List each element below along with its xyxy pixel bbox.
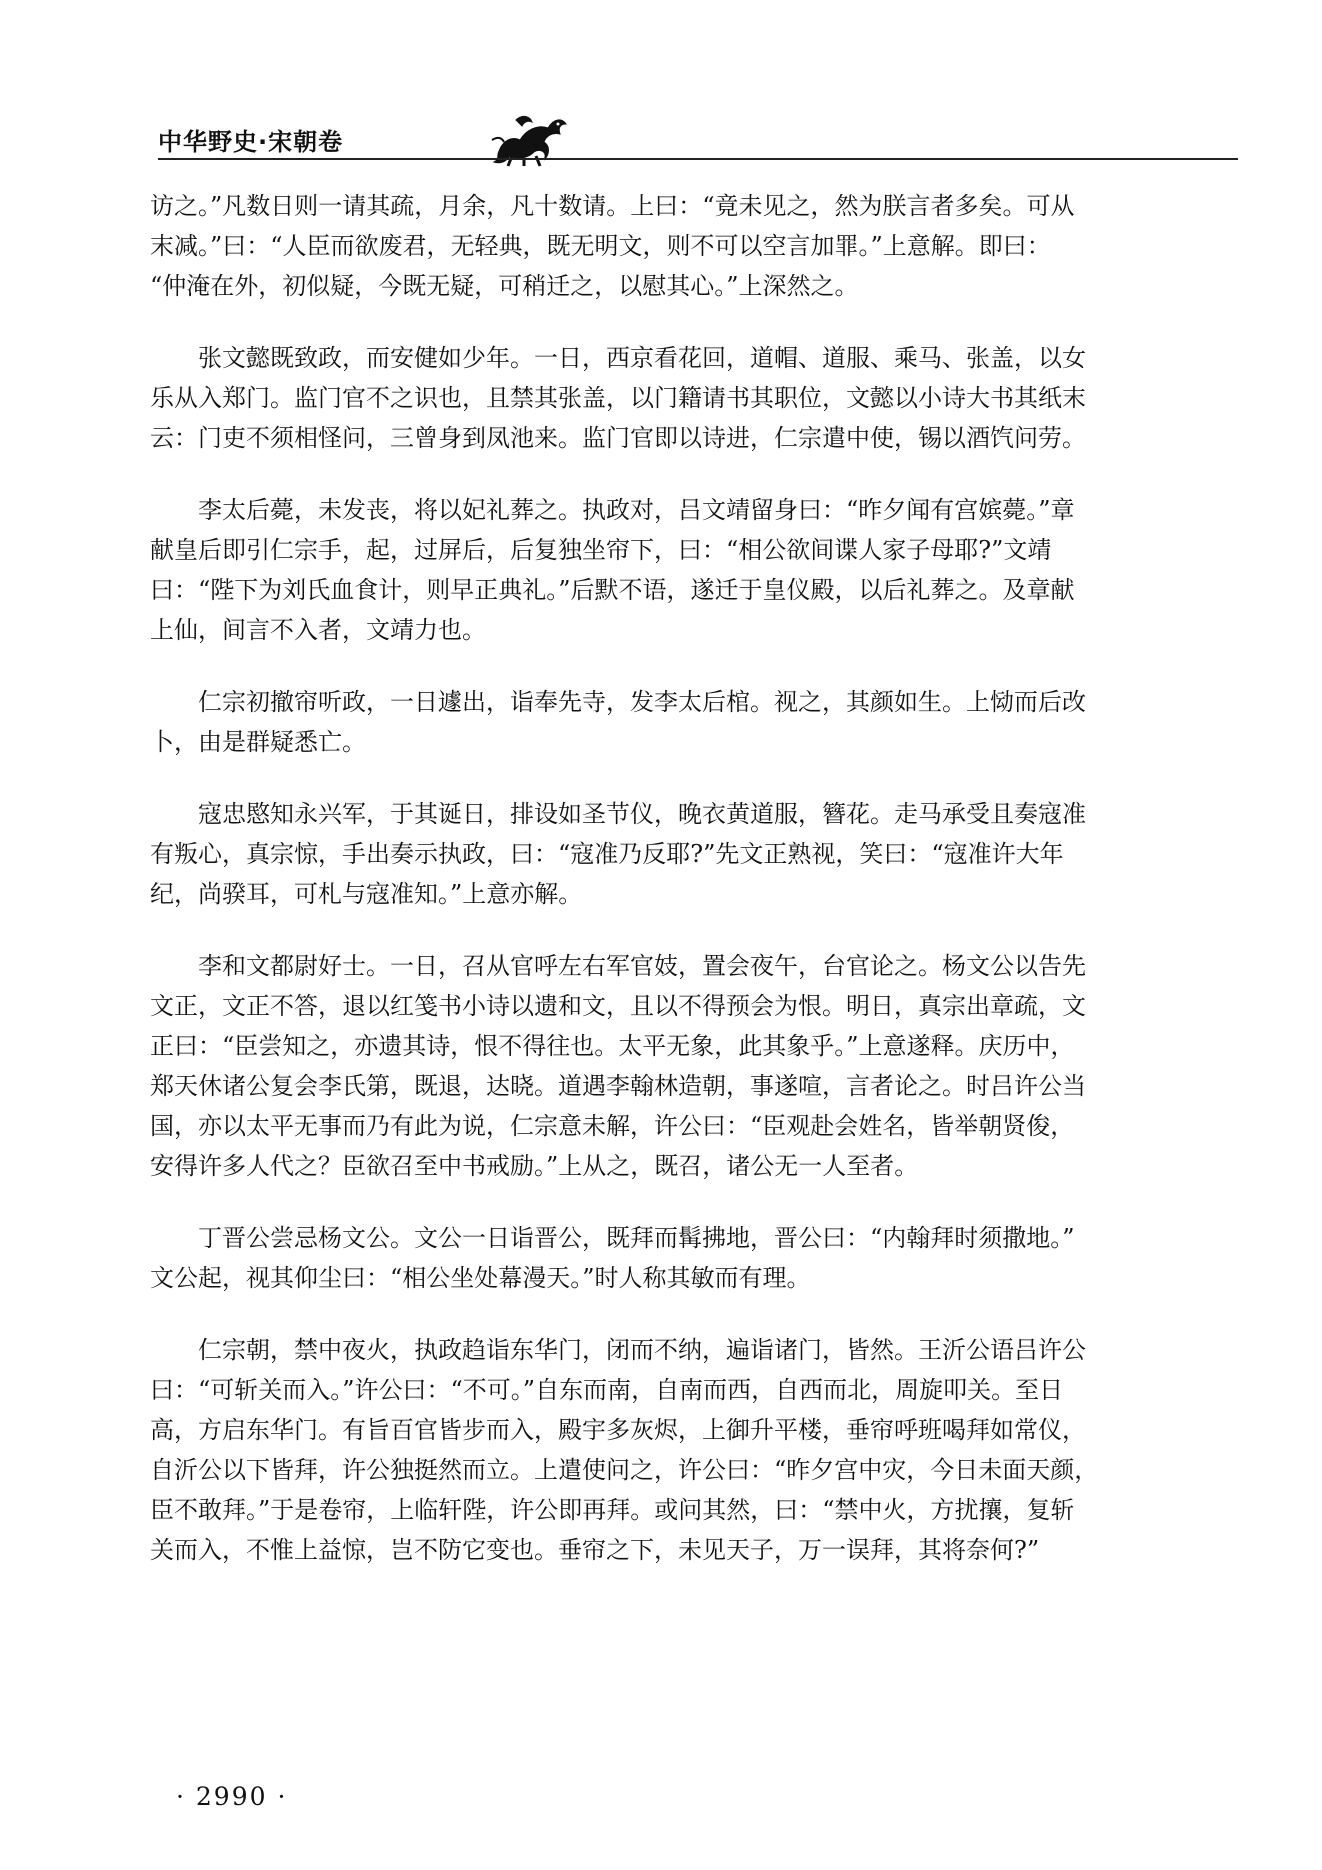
text-line: 高，方启东华门。有旨百官皆步而入，殿宇多灰烬，上御升平楼，垂帘呼班喝拜如常仪， bbox=[150, 1416, 1086, 1444]
paragraph-2 bbox=[150, 338, 1238, 458]
text-line: 李和文都尉好士。一日，召从官呼左右军官妓，置会夜午，台官论之。杨文公以告先 bbox=[150, 952, 1086, 980]
text-line: 献皇后即引仁宗手，起，过屏后，后复独坐帘下，曰：“相公欲间谍人家子母耶?”文靖 bbox=[150, 536, 1052, 564]
text-line: 正曰：“臣尝知之，亦遗其诗，恨不得往也。太平无象，此其象乎。”上意遂释。庆历中， bbox=[150, 1032, 1075, 1060]
text-line: “仲淹在外，初似疑，今既无疑，可稍迁之，以慰其心。”上深然之。 bbox=[150, 272, 859, 300]
text-line: 乐从入郑门。监门官不之识也，且禁其张盖，以门籍请书其职位，文懿以小诗大书其纸末 bbox=[150, 384, 1086, 412]
text-line: 卜，由是群疑悉亡。 bbox=[150, 728, 366, 756]
text-line: 寇忠愍知永兴军，于其诞日，排设如圣节仪，晚衣黄道服，簪花。走马承受且奏寇准 bbox=[150, 800, 1086, 828]
text-line: 李太后薨，未发丧，将以妃礼葬之。执政对，吕文靖留身曰：“昨夕闻有宫嫔薨。”章 bbox=[150, 496, 1075, 524]
paragraph-4 bbox=[150, 682, 1238, 762]
text-line: 仁宗初撤帘听政，一日遽出，诣奉先寺，发李太后棺。视之，其颜如生。上恸而后改 bbox=[150, 688, 1086, 716]
text-line: 文正，文正不答，退以红笺书小诗以遗和文，且以不得预会为恨。明日，真宗出章疏，文 bbox=[150, 992, 1086, 1020]
text-line: 张文懿既致政，而安健如少年。一日，西京看花回，道帽、道服、乘马、张盖，以女 bbox=[150, 344, 1086, 372]
text-line: 仁宗朝，禁中夜火，执政趋诣东华门，闭而不纳，遍诣诸门，皆然。王沂公语吕许公 bbox=[150, 1336, 1086, 1364]
text-line: 曰：“陛下为刘氏血食计，则早正典礼。”后默不语，遂迁于皇仪殿，以后礼葬之。及章献 bbox=[150, 576, 1075, 604]
text-line: 云：门吏不须相怪问，三曾身到凤池来。监门官即以诗进，仁宗遣中使，锡以酒饩问劳。 bbox=[150, 424, 1086, 452]
text-line: 郑天休诸公复会李氏第，既退，达晓。道遇李翰林造朝，事遂喧，言者论之。时吕许公当 bbox=[150, 1072, 1086, 1100]
text-line: 访之。”凡数日则一请其疏，月余，凡十数请。上曰：“竟未见之，然为朕言者多矣。可从 bbox=[150, 192, 1075, 220]
book-title: 中华野史·宋朝卷 bbox=[158, 128, 344, 156]
text-line: 安得许多人代之？臣欲召至中书戒励。”上从之，既召，诸公无一人至者。 bbox=[150, 1152, 919, 1180]
text-line: 曰：“可斩关而入。”许公曰：“不可。”自东而南，自南而西，自西而北，周旋叩关。至日 bbox=[150, 1376, 1064, 1404]
text-line: 有叛心，真宗惊，手出奏示执政，曰：“寇准乃反耶?”先文正熟视，笑曰：“寇准许大年 bbox=[150, 840, 1064, 868]
text-line: 上仙，间言不入者，文靖力也。 bbox=[150, 616, 486, 644]
text-line: 臣不敢拜。”于是卷帘，上临轩陛，许公即再拜。或问其然，曰：“禁中火，方扰攘，复斩 bbox=[150, 1496, 1075, 1524]
paragraph-8 bbox=[150, 1330, 1238, 1570]
text-line: 国，亦以太平无事而乃有此为说，仁宗意未解，许公曰：“臣观赴会姓名，皆举朝贤俊， bbox=[150, 1112, 1075, 1140]
text-line: 丁晋公尝忌杨文公。文公一日诣晋公，既拜而髯拂地，晋公曰：“内翰拜时须撒地。” bbox=[150, 1224, 1075, 1252]
running-header bbox=[158, 118, 1238, 168]
paragraph-3 bbox=[150, 490, 1238, 650]
page-number: · 2990 · bbox=[176, 1782, 288, 1811]
text-line: 末减。”曰：“人臣而欲废君，无轻典，既无明文，则不可以空言加罪。”上意解。即曰： bbox=[150, 232, 1051, 260]
paragraph-7 bbox=[150, 1218, 1238, 1298]
paragraph-5 bbox=[150, 794, 1238, 914]
text-line: 纪，尚骙耳，可札与寇准知。”上意亦解。 bbox=[150, 880, 583, 908]
text-line: 文公起，视其仰尘曰：“相公坐处幕漫天。”时人称其敏而有理。 bbox=[150, 1264, 811, 1292]
main-text bbox=[150, 186, 1238, 1602]
text-line: 关而入，不惟上益惊，岂不防它变也。垂帘之下，未见天子，万一误拜，其将奈何?” bbox=[150, 1536, 1040, 1564]
text-line: 自沂公以下皆拜，许公独挺然而立。上遣使问之，许公曰：“昨夕宫中灾，今日未面天颜， bbox=[150, 1456, 1099, 1484]
header-rule bbox=[158, 158, 1238, 160]
paragraph-1 bbox=[150, 186, 1238, 306]
paragraph-6 bbox=[150, 946, 1238, 1186]
